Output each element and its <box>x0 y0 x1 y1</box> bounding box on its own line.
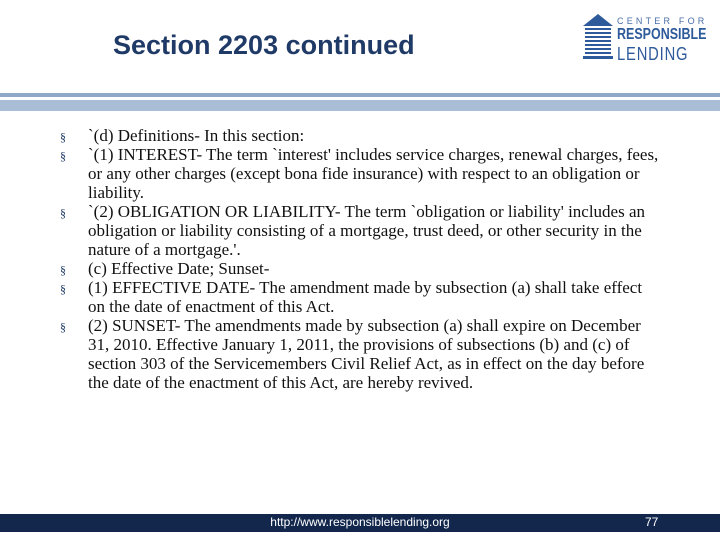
bullet-item <box>60 126 660 145</box>
crl-building-icon <box>583 14 613 60</box>
crl-logo <box>583 12 708 64</box>
logo-line-3: LENDING <box>617 44 689 64</box>
bullet-text: (2) SUNSET- The amendments made by subsection (a) shall expire on December 31, 2010. Effective January 1, 2011, the provisions of subsections (b) and (c) of section 303 of the Servicemembers Civil Relief Act, as in effect on the day before the date of the enactment of this Act, are hereby revived. <box>88 316 645 392</box>
bullet-text: `(1) INTEREST- The term `interest' includes service charges, renewal charges, fees, or any other charges (except bona fide insurance) with respect to an obligation or liability. <box>88 145 659 202</box>
bullet-text: `(d) Definitions- In this section: <box>88 126 305 145</box>
bullet-item <box>60 316 660 392</box>
header-rule-thick <box>0 100 720 111</box>
bullet-text: `(2) OBLIGATION OR LIABILITY- The term `obligation or liability' includes an obligation or liability consisting of a mortgage, trust deed, or other security in the nature of a mortgage.'. <box>88 202 646 259</box>
slide-title: Section 2203 continued <box>113 30 415 60</box>
bullet-list <box>60 126 660 392</box>
logo-line-2: RESPONSIBLE <box>617 26 707 43</box>
bullet-item <box>60 202 660 259</box>
bullet-item <box>60 145 660 202</box>
bullet-icon: § <box>60 320 66 334</box>
bullet-icon: § <box>60 206 66 220</box>
header-rule-thin <box>0 93 720 97</box>
bullet-icon: § <box>60 149 66 163</box>
bullet-icon: § <box>60 282 66 296</box>
bullet-item <box>60 278 660 316</box>
bullet-text: (c) Effective Date; Sunset- <box>88 259 270 278</box>
bullet-icon: § <box>60 263 66 277</box>
bullet-text: (1) EFFECTIVE DATE- The amendment made by subsection (a) shall take effect on the date of enactment of this Act. <box>88 278 643 316</box>
footer-bar <box>0 514 720 532</box>
bullet-icon: § <box>60 130 66 144</box>
footer-url: http://www.responsiblelending.org <box>270 515 450 529</box>
bullet-item <box>60 259 660 278</box>
logo-line-1: CENTER FOR <box>617 16 708 26</box>
page-number: 77 <box>645 515 659 529</box>
